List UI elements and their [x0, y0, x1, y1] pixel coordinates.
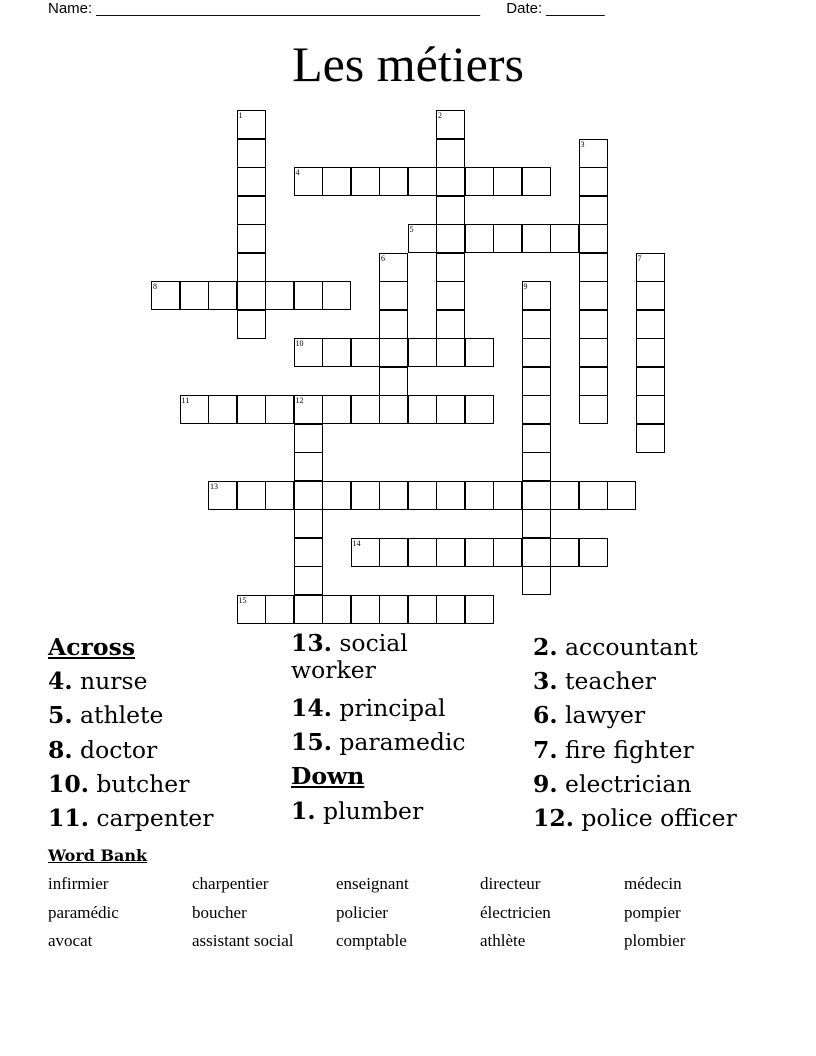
crossword-cell[interactable]	[408, 338, 437, 367]
crossword-cell[interactable]	[436, 338, 465, 367]
crossword-cell[interactable]	[607, 481, 636, 510]
clue-across-14: 14. principal	[291, 694, 446, 722]
crossword-cell[interactable]	[522, 424, 551, 453]
word-bank-item: directeur	[480, 874, 541, 893]
crossword-cell[interactable]	[351, 481, 380, 510]
clue-across-4: 4. nurse	[48, 667, 148, 696]
crossword-cell[interactable]	[493, 538, 522, 567]
word-bank-item: médecin	[624, 874, 682, 893]
crossword-cell[interactable]	[522, 509, 551, 538]
crossword-cell[interactable]	[465, 167, 494, 196]
crossword-cell[interactable]	[550, 224, 579, 253]
clue-number: 6	[381, 253, 385, 263]
crossword-cell[interactable]	[436, 224, 465, 253]
across-heading: Across	[48, 633, 136, 661]
crossword-cell[interactable]	[493, 167, 522, 196]
clue-down-1: 1. plumber	[291, 796, 424, 825]
crossword-cell[interactable]	[379, 367, 408, 396]
crossword-cell[interactable]	[579, 224, 608, 253]
word-bank-item: avocat	[48, 931, 93, 950]
clue-down-9: 9. electrician	[533, 769, 692, 798]
clue-number: 7	[637, 253, 642, 263]
crossword-cell[interactable]	[465, 338, 494, 367]
crossword-cell[interactable]	[465, 595, 494, 624]
crossword-cell[interactable]	[237, 310, 266, 339]
clue-number: 13	[210, 481, 218, 491]
crossword-cell[interactable]	[322, 281, 351, 310]
word-bank-item: plombier	[624, 931, 686, 950]
crossword-cell[interactable]	[579, 253, 608, 282]
crossword-cell[interactable]	[636, 281, 665, 310]
crossword-cell[interactable]	[636, 395, 665, 424]
crossword-cell[interactable]	[351, 595, 380, 624]
crossword-cell[interactable]	[408, 595, 437, 624]
crossword-cell[interactable]	[465, 481, 494, 510]
crossword-cell[interactable]	[579, 338, 608, 367]
crossword-cell[interactable]	[522, 538, 551, 567]
clue-across-8: 8. doctor	[48, 735, 158, 764]
word-bank-item: électricien	[480, 903, 551, 922]
crossword-cell[interactable]	[636, 338, 665, 367]
crossword-cell[interactable]	[522, 566, 551, 595]
word-bank-item: assistant social	[192, 931, 294, 950]
crossword-cell[interactable]	[294, 509, 323, 538]
crossword-cell[interactable]	[522, 224, 551, 253]
crossword-cell[interactable]	[180, 281, 209, 310]
crossword-cell[interactable]	[237, 196, 266, 225]
clue-down-12: 12. police officer	[533, 804, 737, 833]
crossword-cell[interactable]	[379, 338, 408, 367]
crossword-cell[interactable]	[522, 367, 551, 396]
crossword-cell[interactable]	[436, 595, 465, 624]
crossword-cell[interactable]	[237, 167, 266, 196]
crossword-cell[interactable]	[579, 395, 608, 424]
crossword-cell[interactable]	[294, 281, 323, 310]
crossword-cell[interactable]	[465, 538, 494, 567]
clue-number: 15	[238, 595, 247, 605]
clue-number: 3	[580, 139, 585, 149]
crossword-cell[interactable]	[379, 310, 408, 339]
crossword-cell[interactable]	[322, 167, 351, 196]
word-bank-item: athlète	[480, 931, 526, 950]
crossword-cell[interactable]	[379, 395, 408, 424]
crossword-cell[interactable]	[636, 424, 665, 453]
clue-across-13: 13. social worker	[291, 629, 408, 684]
crossword-cell[interactable]	[436, 167, 465, 196]
crossword-cell[interactable]	[550, 538, 579, 567]
crossword-cell[interactable]	[351, 167, 380, 196]
crossword-cell[interactable]	[493, 481, 522, 510]
crossword-cell[interactable]	[522, 481, 551, 510]
crossword-cell[interactable]	[379, 595, 408, 624]
down-heading: Down	[291, 762, 365, 791]
clue-number: 11	[181, 396, 190, 405]
crossword-cell[interactable]	[294, 566, 323, 595]
clue-across-5: 5. athlete	[48, 701, 164, 730]
crossword-cell[interactable]	[522, 167, 551, 196]
crossword-cell[interactable]	[294, 424, 323, 453]
crossword-cell[interactable]	[294, 595, 323, 624]
word-bank-item: comptable	[336, 931, 407, 950]
crossword-cell[interactable]	[636, 367, 665, 396]
crossword-cell[interactable]	[265, 595, 294, 624]
clue-across-15: 15. paramedic	[291, 728, 466, 757]
crossword-cell[interactable]	[408, 167, 437, 196]
clue-number: 10	[295, 339, 304, 348]
crossword-cell[interactable]	[237, 139, 266, 168]
crossword-cell[interactable]	[579, 481, 608, 510]
clue-number: 8	[153, 282, 157, 291]
clue-down-3: 3. teacher	[533, 667, 656, 696]
crossword-cell[interactable]	[237, 224, 266, 253]
crossword-cell[interactable]	[522, 310, 551, 339]
word-bank-item: policier	[336, 903, 388, 922]
crossword-cell[interactable]	[379, 281, 408, 310]
crossword-cell[interactable]	[379, 481, 408, 510]
page-title: Les métiers	[292, 36, 524, 92]
crossword-cell[interactable]	[351, 395, 380, 424]
crossword-cell[interactable]	[579, 167, 608, 196]
crossword-cell[interactable]	[294, 481, 323, 510]
word-bank-item: boucher	[192, 903, 247, 922]
crossword-cell[interactable]	[265, 395, 294, 424]
crossword-cell[interactable]	[379, 167, 408, 196]
crossword-cell[interactable]	[408, 481, 437, 510]
name-label: Name:	[48, 0, 93, 17]
crossword-cell[interactable]	[579, 367, 608, 396]
crossword-cell[interactable]	[436, 281, 465, 310]
clue-down-2: 2. accountant	[533, 633, 698, 661]
crossword-cell[interactable]	[237, 481, 266, 510]
crossword-cell[interactable]	[579, 281, 608, 310]
crossword-cell[interactable]	[265, 281, 294, 310]
word-bank-item: pompier	[624, 903, 681, 922]
crossword-cell[interactable]	[208, 395, 237, 424]
crossword-cell[interactable]	[351, 338, 380, 367]
clue-number: 9	[523, 282, 528, 291]
crossword-cell[interactable]	[322, 338, 351, 367]
clue-number: 14	[352, 538, 361, 548]
crossword-cell[interactable]	[436, 310, 465, 339]
date-label: Date:	[506, 0, 543, 17]
clue-down-7: 7. fire fighter	[533, 735, 694, 764]
crossword-cell[interactable]	[237, 281, 266, 310]
crossword-cell[interactable]	[636, 310, 665, 339]
crossword-cell[interactable]	[436, 139, 465, 168]
clue-across-10: 10. butcher	[48, 769, 190, 798]
crossword-cell[interactable]	[237, 395, 266, 424]
crossword-cell[interactable]	[579, 310, 608, 339]
clue-across-11: 11. carpenter	[48, 804, 214, 833]
crossword-cell[interactable]	[522, 452, 551, 481]
crossword-cell[interactable]	[322, 481, 351, 510]
date-field[interactable]: _______	[546, 0, 605, 17]
crossword-cell[interactable]	[579, 196, 608, 225]
crossword-cell[interactable]	[237, 253, 266, 282]
crossword-cell[interactable]	[294, 452, 323, 481]
crossword-cell[interactable]	[522, 338, 551, 367]
word-bank-title: Word Bank	[48, 846, 148, 865]
crossword-cell[interactable]	[208, 281, 237, 310]
clue-down-6: 6. lawyer	[533, 701, 646, 730]
clue-number: 12	[295, 396, 304, 405]
crossword-cell[interactable]	[408, 538, 437, 567]
crossword-cell[interactable]	[436, 395, 465, 424]
clues-column-3	[533, 630, 803, 835]
crossword-cell[interactable]	[322, 395, 351, 424]
crossword-cell[interactable]	[436, 196, 465, 225]
word-bank-item: paramédic	[48, 903, 119, 922]
crossword-cell[interactable]	[579, 538, 608, 567]
clues-column-1	[48, 630, 283, 835]
crossword-cell[interactable]	[265, 481, 294, 510]
word-bank-item: enseignant	[336, 874, 409, 893]
clue-number: 5	[409, 225, 414, 234]
clue-number: 2	[438, 111, 442, 120]
crossword-cell[interactable]	[465, 224, 494, 253]
crossword-cell[interactable]	[436, 253, 465, 282]
crossword-cell[interactable]	[465, 395, 494, 424]
clue-number: 1	[238, 111, 243, 120]
crossword-cell[interactable]	[322, 595, 351, 624]
name-field[interactable]: ______________________________________________	[96, 0, 480, 17]
word-bank-item: charpentier	[192, 874, 269, 893]
clue-number: 4	[295, 168, 300, 177]
crossword-cell[interactable]	[522, 395, 551, 424]
crossword-cell[interactable]	[436, 481, 465, 510]
crossword-cell[interactable]	[379, 538, 408, 567]
crossword-cell[interactable]	[550, 481, 579, 510]
crossword-cell[interactable]	[493, 224, 522, 253]
crossword-cell[interactable]	[436, 538, 465, 567]
clues-column-2	[291, 630, 486, 828]
crossword-cell[interactable]	[294, 538, 323, 567]
word-bank-item: infirmier	[48, 874, 109, 893]
crossword-cell[interactable]	[408, 395, 437, 424]
